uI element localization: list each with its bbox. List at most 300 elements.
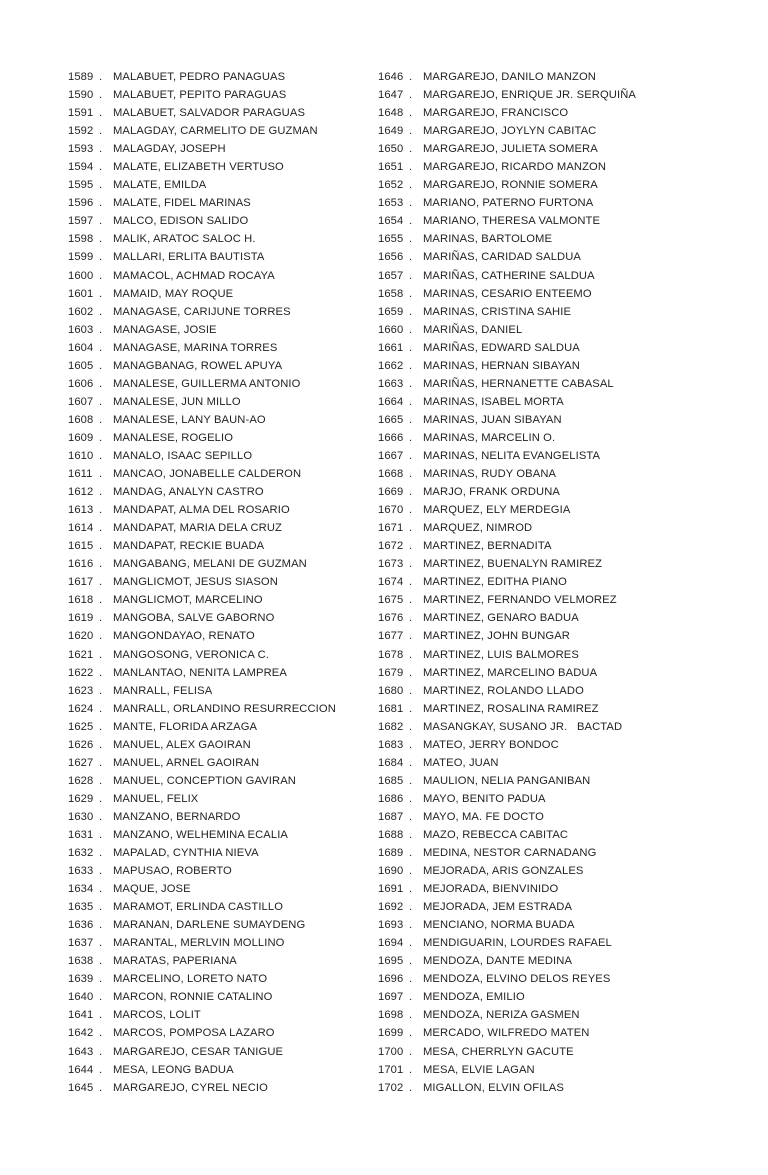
- entry-separator: .: [99, 630, 103, 643]
- entry-voter-name: MANGLICMOT, MARCELINO: [113, 594, 263, 607]
- entry-sequence-number: 1695: [378, 955, 404, 968]
- entry-sequence-number: 1620: [68, 630, 94, 643]
- entry-sequence-number: 1658: [378, 287, 404, 300]
- entry-voter-name: MARTINEZ, ROSALINA RAMIREZ: [423, 702, 599, 715]
- list-item: [68, 501, 378, 519]
- entry-voter-name: MALIK, ARATOC SALOC H.: [113, 233, 256, 246]
- entry-voter-name: MARGAREJO, RONNIE SOMERA: [423, 179, 598, 192]
- entry-voter-name: MANGONDAYAO, RENATO: [113, 630, 255, 643]
- entry-sequence-number: 1696: [378, 973, 404, 986]
- entry-separator: .: [99, 702, 103, 715]
- entry-sequence-number: 1654: [378, 215, 404, 228]
- list-item: [378, 934, 688, 952]
- list-item: [378, 808, 688, 826]
- entry-separator: .: [409, 828, 413, 841]
- entry-sequence-number: 1638: [68, 955, 94, 968]
- entry-voter-name: MANGOBA, SALVE GABORNO: [113, 612, 275, 625]
- entry-voter-name: MARINAS, JUAN SIBAYAN: [423, 413, 562, 426]
- list-item: [378, 736, 688, 754]
- entry-separator: .: [99, 287, 103, 300]
- list-item: [68, 429, 378, 447]
- entry-sequence-number: 1637: [68, 937, 94, 950]
- list-item: [68, 826, 378, 844]
- list-item: [68, 609, 378, 627]
- list-item: [378, 916, 688, 934]
- entry-sequence-number: 1593: [68, 143, 94, 156]
- entry-sequence-number: 1605: [68, 359, 94, 372]
- entry-sequence-number: 1702: [378, 1081, 404, 1094]
- list-item: [68, 1043, 378, 1061]
- entry-voter-name: MARQUEZ, ELY MERDEGIA: [423, 504, 571, 517]
- list-item: [68, 303, 378, 321]
- entry-separator: .: [99, 810, 103, 823]
- entry-voter-name: MEJORADA, JEM ESTRADA: [423, 901, 573, 914]
- entry-sequence-number: 1657: [378, 269, 404, 282]
- entry-sequence-number: 1682: [378, 720, 404, 733]
- list-item: [68, 988, 378, 1006]
- entry-sequence-number: 1608: [68, 413, 94, 426]
- entry-sequence-number: 1619: [68, 612, 94, 625]
- entry-separator: .: [409, 233, 413, 246]
- list-item: [378, 303, 688, 321]
- entry-separator: .: [409, 955, 413, 968]
- entry-sequence-number: 1649: [378, 125, 404, 138]
- entry-separator: .: [409, 847, 413, 860]
- entry-sequence-number: 1661: [378, 341, 404, 354]
- entry-voter-name: MARGAREJO, CYREL NECIO: [113, 1081, 268, 1094]
- entry-voter-name: MARINAS, MARCELIN O.: [423, 431, 556, 444]
- entry-separator: .: [409, 413, 413, 426]
- entry-voter-name: MARINAS, ISABEL MORTA: [423, 395, 564, 408]
- list-item: [378, 862, 688, 880]
- entry-sequence-number: 1668: [378, 468, 404, 481]
- list-item: [378, 1024, 688, 1042]
- entry-voter-name: MARANTAL, MERLVIN MOLLINO: [113, 937, 285, 950]
- entry-separator: .: [99, 937, 103, 950]
- list-item: [68, 68, 378, 86]
- list-item: [68, 447, 378, 465]
- entry-separator: .: [409, 251, 413, 264]
- entry-separator: .: [99, 720, 103, 733]
- list-item: [68, 646, 378, 664]
- list-item: [68, 1061, 378, 1079]
- list-item: [68, 970, 378, 988]
- entry-separator: .: [409, 901, 413, 914]
- entry-voter-name: MARTINEZ, LUIS BALMORES: [423, 648, 579, 661]
- entry-sequence-number: 1630: [68, 810, 94, 823]
- entry-voter-name: MATEO, JERRY BONDOC: [423, 738, 559, 751]
- entry-separator: .: [99, 576, 103, 589]
- entry-voter-name: MENCIANO, NORMA BUADA: [423, 919, 575, 932]
- entry-separator: .: [99, 666, 103, 679]
- entry-sequence-number: 1590: [68, 89, 94, 102]
- entry-sequence-number: 1616: [68, 558, 94, 571]
- list-item: [378, 754, 688, 772]
- list-item: [68, 158, 378, 176]
- entry-sequence-number: 1604: [68, 341, 94, 354]
- list-item: [378, 104, 688, 122]
- entry-sequence-number: 1609: [68, 431, 94, 444]
- list-item: [378, 537, 688, 555]
- entry-voter-name: MARGAREJO, JULIETA SOMERA: [423, 143, 598, 156]
- list-item: [68, 321, 378, 339]
- list-item: [378, 194, 688, 212]
- entry-sequence-number: 1617: [68, 576, 94, 589]
- entry-sequence-number: 1647: [378, 89, 404, 102]
- list-item: [378, 898, 688, 916]
- entry-voter-name: MESA, CHERRLYN GACUTE: [423, 1045, 574, 1058]
- entry-separator: .: [99, 1063, 103, 1076]
- list-item: [378, 988, 688, 1006]
- entry-sequence-number: 1627: [68, 756, 94, 769]
- entry-separator: .: [409, 468, 413, 481]
- left-column: [68, 68, 378, 1097]
- list-item: [378, 555, 688, 573]
- entry-voter-name: MESA, LEONG BADUA: [113, 1063, 234, 1076]
- entry-sequence-number: 1636: [68, 919, 94, 932]
- entry-separator: .: [99, 919, 103, 932]
- list-item: [378, 952, 688, 970]
- entry-separator: .: [99, 612, 103, 625]
- entry-separator: .: [409, 991, 413, 1004]
- entry-voter-name: MIGALLON, ELVIN OFILAS: [423, 1081, 564, 1094]
- entry-sequence-number: 1666: [378, 431, 404, 444]
- list-item: [68, 916, 378, 934]
- entry-voter-name: MARANAN, DARLENE SUMAYDENG: [113, 919, 306, 932]
- entry-separator: .: [99, 143, 103, 156]
- entry-separator: .: [99, 449, 103, 462]
- entry-sequence-number: 1596: [68, 197, 94, 210]
- entry-sequence-number: 1626: [68, 738, 94, 751]
- entry-separator: .: [99, 756, 103, 769]
- entry-separator: .: [409, 71, 413, 83]
- entry-sequence-number: 1671: [378, 522, 404, 535]
- entry-sequence-number: 1595: [68, 179, 94, 192]
- entry-separator: .: [409, 792, 413, 805]
- entry-separator: .: [409, 197, 413, 210]
- list-item: [68, 844, 378, 862]
- entry-sequence-number: 1648: [378, 107, 404, 120]
- entry-voter-name: MANUEL, ALEX GAOIRAN: [113, 738, 251, 751]
- entry-sequence-number: 1674: [378, 576, 404, 589]
- entry-voter-name: MARTINEZ, JOHN BUNGAR: [423, 630, 570, 643]
- list-item: [68, 880, 378, 898]
- entry-sequence-number: 1698: [378, 1009, 404, 1022]
- list-item: [68, 862, 378, 880]
- list-item: [68, 248, 378, 266]
- entry-sequence-number: 1591: [68, 107, 94, 120]
- entry-sequence-number: 1610: [68, 449, 94, 462]
- entry-sequence-number: 1643: [68, 1045, 94, 1058]
- entry-voter-name: MANRALL, ORLANDINO RESURRECCION: [113, 702, 336, 715]
- entry-sequence-number: 1594: [68, 161, 94, 174]
- entry-sequence-number: 1673: [378, 558, 404, 571]
- entry-voter-name: MAZO, REBECCA CABITAC: [423, 828, 569, 841]
- entry-voter-name: MARCOS, POMPOSA LAZARO: [113, 1027, 275, 1040]
- entry-separator: .: [99, 233, 103, 246]
- entry-sequence-number: 1675: [378, 594, 404, 607]
- entry-sequence-number: 1640: [68, 991, 94, 1004]
- entry-voter-name: MALAGDAY, CARMELITO DE GUZMAN: [113, 125, 318, 138]
- list-item: [378, 393, 688, 411]
- entry-sequence-number: 1667: [378, 449, 404, 462]
- entry-separator: .: [99, 269, 103, 282]
- entry-separator: .: [409, 576, 413, 589]
- entry-voter-name: MARGAREJO, DANILO MANZON: [423, 71, 597, 83]
- entry-separator: .: [409, 323, 413, 336]
- entry-voter-name: MARINAS, CESARIO ENTEEMO: [423, 287, 592, 300]
- entry-separator: .: [99, 305, 103, 318]
- entry-separator: .: [99, 594, 103, 607]
- entry-separator: .: [409, 810, 413, 823]
- entry-separator: .: [409, 1009, 413, 1022]
- list-item: [378, 429, 688, 447]
- entry-voter-name: MARIÑAS, CATHERINE SALDUA: [423, 269, 595, 282]
- entry-voter-name: MANAGASE, CARIJUNE TORRES: [113, 305, 291, 318]
- entry-sequence-number: 1656: [378, 251, 404, 264]
- entry-voter-name: MANAGBANAG, ROWEL APUYA: [113, 359, 283, 372]
- entry-separator: .: [409, 1081, 413, 1094]
- entry-sequence-number: 1689: [378, 847, 404, 860]
- entry-sequence-number: 1679: [378, 666, 404, 679]
- right-column: [378, 68, 688, 1097]
- entry-voter-name: MANDAPAT, ALMA DEL ROSARIO: [113, 504, 290, 517]
- entry-voter-name: MANDAG, ANALYN CASTRO: [113, 486, 264, 499]
- entry-separator: .: [409, 540, 413, 553]
- entry-voter-name: MANAGASE, MARINA TORRES: [113, 341, 278, 354]
- entry-voter-name: MARAMOT, ERLINDA CASTILLO: [113, 901, 284, 914]
- list-item: [68, 591, 378, 609]
- entry-sequence-number: 1603: [68, 323, 94, 336]
- entry-separator: .: [99, 1009, 103, 1022]
- list-item: [378, 501, 688, 519]
- entry-sequence-number: 1600: [68, 269, 94, 282]
- entry-separator: .: [409, 558, 413, 571]
- list-item: [68, 104, 378, 122]
- list-item: [68, 700, 378, 718]
- entry-voter-name: MAYO, MA. FE DOCTO: [423, 810, 544, 823]
- list-item: [68, 357, 378, 375]
- list-item: [378, 140, 688, 158]
- entry-separator: .: [99, 738, 103, 751]
- entry-separator: .: [99, 865, 103, 878]
- entry-separator: .: [99, 468, 103, 481]
- entry-separator: .: [409, 359, 413, 372]
- entry-separator: .: [409, 666, 413, 679]
- entry-separator: .: [409, 486, 413, 499]
- entry-voter-name: MALATE, ELIZABETH VERTUSO: [113, 161, 284, 174]
- entry-voter-name: MARIÑAS, CARIDAD SALDUA: [423, 251, 581, 264]
- entry-separator: .: [99, 1081, 103, 1094]
- entry-voter-name: MALAGDAY, JOSEPH: [113, 143, 226, 156]
- entry-voter-name: MARGAREJO, RICARDO MANZON: [423, 161, 607, 174]
- list-item: [68, 772, 378, 790]
- list-item: [378, 248, 688, 266]
- entry-voter-name: MALABUET, SALVADOR PARAGUAS: [113, 107, 306, 120]
- entry-separator: .: [99, 991, 103, 1004]
- entry-separator: .: [409, 684, 413, 697]
- list-item: [68, 736, 378, 754]
- entry-voter-name: MAYO, BENITO PADUA: [423, 792, 546, 805]
- entry-separator: .: [409, 287, 413, 300]
- entry-voter-name: MARATAS, PAPERIANA: [113, 955, 237, 968]
- entry-separator: .: [99, 215, 103, 228]
- list-item: [68, 754, 378, 772]
- entry-sequence-number: 1652: [378, 179, 404, 192]
- list-item: [378, 591, 688, 609]
- list-item: [68, 176, 378, 194]
- entry-separator: .: [99, 648, 103, 661]
- entry-sequence-number: 1680: [378, 684, 404, 697]
- entry-sequence-number: 1664: [378, 395, 404, 408]
- entry-voter-name: MENDOZA, NERIZA GASMEN: [423, 1009, 580, 1022]
- entry-separator: .: [99, 540, 103, 553]
- list-item: [378, 68, 688, 86]
- entry-separator: .: [409, 774, 413, 787]
- entry-separator: .: [409, 161, 413, 174]
- entry-separator: .: [99, 89, 103, 102]
- entry-sequence-number: 1701: [378, 1063, 404, 1076]
- entry-sequence-number: 1688: [378, 828, 404, 841]
- entry-voter-name: MANGABANG, MELANI DE GUZMAN: [113, 558, 307, 571]
- entry-sequence-number: 1669: [378, 486, 404, 499]
- entry-voter-name: MANALESE, ROGELIO: [113, 431, 234, 444]
- entry-voter-name: MAPALAD, CYNTHIA NIEVA: [113, 847, 259, 860]
- entry-separator: .: [409, 919, 413, 932]
- entry-separator: .: [99, 323, 103, 336]
- entry-sequence-number: 1589: [68, 71, 94, 83]
- entry-sequence-number: 1611: [68, 468, 93, 481]
- entry-sequence-number: 1633: [68, 865, 94, 878]
- list-item: [378, 122, 688, 140]
- entry-separator: .: [99, 486, 103, 499]
- entry-voter-name: MANTE, FLORIDA ARZAGA: [113, 720, 258, 733]
- entry-separator: .: [99, 359, 103, 372]
- entry-voter-name: MEJORADA, BIENVINIDO: [423, 883, 559, 896]
- list-item: [378, 772, 688, 790]
- entry-separator: .: [409, 125, 413, 138]
- list-item: [378, 86, 688, 104]
- entry-separator: .: [409, 756, 413, 769]
- list-item: [68, 1079, 378, 1097]
- list-item: [68, 573, 378, 591]
- entry-voter-name: MARGAREJO, JOYLYN CABITAC: [423, 125, 597, 138]
- entry-voter-name: MANALESE, GUILLERMA ANTONIO: [113, 377, 301, 390]
- entry-voter-name: MALABUET, PEDRO PANAGUAS: [113, 71, 286, 83]
- entry-separator: .: [409, 143, 413, 156]
- entry-voter-name: MARTINEZ, ROLANDO LLADO: [423, 684, 584, 697]
- entry-voter-name: MENDOZA, DANTE MEDINA: [423, 955, 573, 968]
- entry-separator: .: [409, 431, 413, 444]
- entry-separator: .: [409, 449, 413, 462]
- entry-separator: .: [409, 522, 413, 535]
- list-item: [68, 122, 378, 140]
- list-item: [378, 700, 688, 718]
- entry-sequence-number: 1672: [378, 540, 404, 553]
- entry-voter-name: MARIÑAS, DANIEL: [423, 323, 523, 336]
- entry-separator: .: [409, 937, 413, 950]
- entry-separator: .: [409, 702, 413, 715]
- list-item: [378, 447, 688, 465]
- entry-separator: .: [99, 828, 103, 841]
- entry-voter-name: MALLARI, ERLITA BAUTISTA: [113, 251, 265, 264]
- entry-voter-name: MARTINEZ, EDITHA PIANO: [423, 576, 567, 589]
- entry-voter-name: MANUEL, ARNEL GAOIRAN: [113, 756, 260, 769]
- entry-separator: .: [99, 973, 103, 986]
- list-item: [68, 194, 378, 212]
- entry-sequence-number: 1684: [378, 756, 404, 769]
- list-item: [68, 140, 378, 158]
- entry-sequence-number: 1694: [378, 937, 404, 950]
- entry-voter-name: MANUEL, FELIX: [113, 792, 199, 805]
- list-item: [68, 718, 378, 736]
- entry-separator: .: [409, 395, 413, 408]
- entry-sequence-number: 1685: [378, 774, 404, 787]
- voter-list-columns: [0, 68, 768, 1097]
- entry-voter-name: MARINAS, CRISTINA SAHIE: [423, 305, 572, 318]
- entry-voter-name: MARCON, RONNIE CATALINO: [113, 991, 273, 1004]
- list-item: [378, 664, 688, 682]
- entry-sequence-number: 1632: [68, 847, 94, 860]
- entry-sequence-number: 1670: [378, 504, 404, 517]
- entry-sequence-number: 1623: [68, 684, 94, 697]
- entry-voter-name: MARTINEZ, BUENALYN RAMIREZ: [423, 558, 603, 571]
- list-item: [68, 212, 378, 230]
- entry-sequence-number: 1686: [378, 792, 404, 805]
- entry-voter-name: MANALESE, LANY BAUN-AO: [113, 413, 266, 426]
- entry-sequence-number: 1692: [378, 901, 404, 914]
- entry-sequence-number: 1699: [378, 1027, 404, 1040]
- entry-voter-name: MANALESE, JUN MILLO: [113, 395, 241, 408]
- entry-separator: .: [99, 125, 103, 138]
- entry-separator: .: [99, 1027, 103, 1040]
- entry-voter-name: MARTINEZ, BERNADITA: [423, 540, 552, 553]
- entry-voter-name: MANDAPAT, MARIA DELA CRUZ: [113, 522, 282, 535]
- list-item: [68, 934, 378, 952]
- entry-sequence-number: 1651: [378, 161, 404, 174]
- list-item: [68, 1024, 378, 1042]
- entry-separator: .: [409, 89, 413, 102]
- entry-sequence-number: 1639: [68, 973, 94, 986]
- entry-voter-name: MARIANO, THERESA VALMONTE: [423, 215, 601, 228]
- entry-sequence-number: 1645: [68, 1081, 94, 1094]
- entry-sequence-number: 1660: [378, 323, 404, 336]
- entry-sequence-number: 1676: [378, 612, 404, 625]
- entry-separator: .: [409, 883, 413, 896]
- entry-separator: .: [409, 1027, 413, 1040]
- list-item: [378, 1061, 688, 1079]
- entry-separator: .: [409, 865, 413, 878]
- entry-sequence-number: 1607: [68, 395, 94, 408]
- entry-separator: .: [99, 251, 103, 264]
- list-item: [378, 158, 688, 176]
- list-item: [68, 898, 378, 916]
- entry-sequence-number: 1624: [68, 702, 94, 715]
- entry-sequence-number: 1629: [68, 792, 94, 805]
- entry-sequence-number: 1599: [68, 251, 94, 264]
- entry-voter-name: MARGAREJO, ENRIQUE JR. SERQUIÑA: [423, 89, 636, 102]
- entry-sequence-number: 1687: [378, 810, 404, 823]
- entry-sequence-number: 1644: [68, 1063, 94, 1076]
- entry-separator: .: [409, 630, 413, 643]
- list-item: [378, 519, 688, 537]
- entry-voter-name: MARINAS, BARTOLOME: [423, 233, 553, 246]
- list-item: [68, 483, 378, 501]
- entry-separator: .: [409, 341, 413, 354]
- entry-sequence-number: 1634: [68, 883, 94, 896]
- entry-sequence-number: 1681: [378, 702, 404, 715]
- list-item: [68, 285, 378, 303]
